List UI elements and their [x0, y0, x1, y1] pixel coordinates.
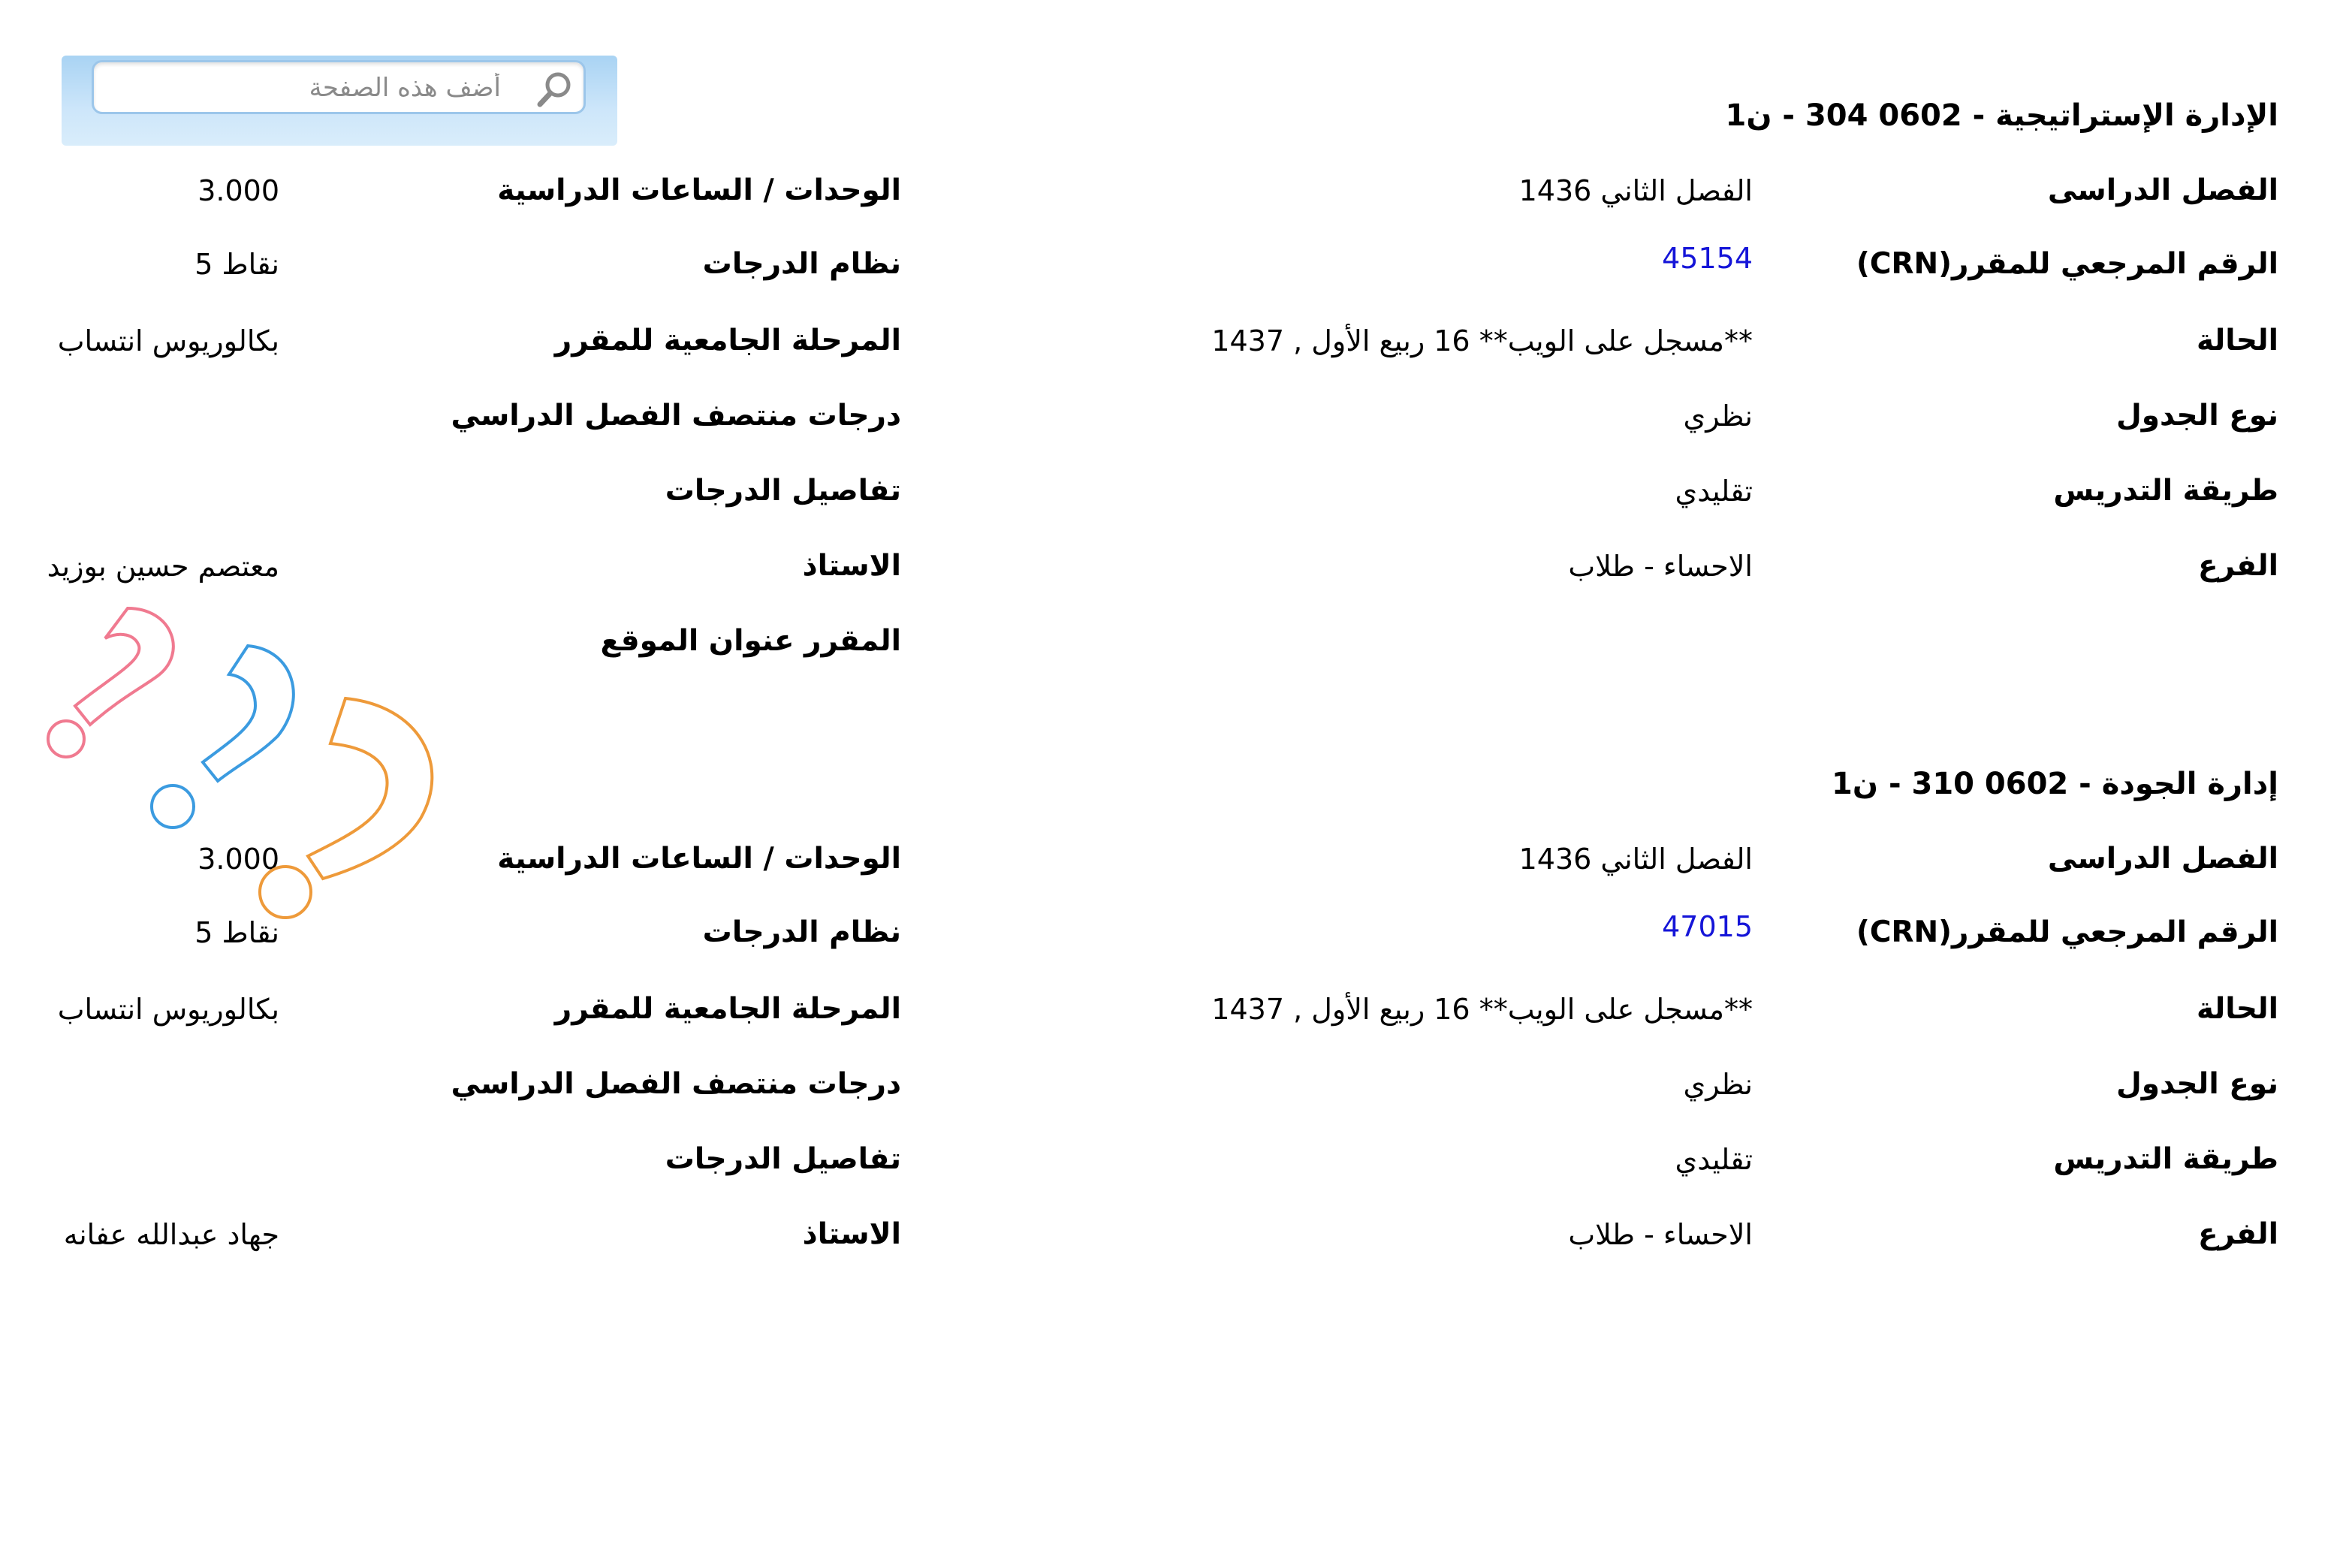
status-value: **مسجل على الويب** 16 ربيع الأول , 1437 [1211, 993, 1753, 1026]
units-value: 3.000 [198, 843, 279, 876]
course-site-label: المقرر عنوان الموقع [600, 624, 901, 658]
crn-link[interactable]: 47015 [1662, 910, 1753, 943]
instructor-label: الاستاذ [802, 549, 901, 583]
level-label: المرحلة الجامعية للمقرر [554, 324, 901, 357]
magnifier-icon[interactable] [532, 67, 577, 112]
grade-details-label: تفاصيل الدرجات [665, 1142, 901, 1176]
units-label: الوحدات / الساعات الدراسية [497, 842, 901, 876]
instructor-value: معتصم حسين بوزيد [47, 550, 279, 583]
grading-value: نقاط 5 [194, 916, 279, 949]
branch-label: الفرع [2198, 549, 2278, 583]
grade-details-label: تفاصيل الدرجات [665, 474, 901, 508]
semester-value: الفصل الثاني 1436 [1518, 843, 1753, 876]
status-value: **مسجل على الويب** 16 ربيع الأول , 1437 [1211, 324, 1753, 357]
crn-label: الرقم المرجعي للمقرر(CRN) [1856, 247, 2278, 281]
branch-value: الاحساء - طلاب [1568, 550, 1753, 583]
instructor-value: جهاد عبدالله عفانه [63, 1218, 279, 1251]
level-value: بكالوريوس انتساب [57, 324, 279, 357]
teaching-method-value: تقليدي [1675, 1143, 1753, 1176]
semester-label: الفصل الدراسى [2047, 842, 2278, 876]
grading-label: نظام الدرجات [702, 247, 901, 281]
schedule-value: نظري [1683, 1068, 1753, 1101]
schedule-label: نوع الجدول [2115, 399, 2278, 433]
course-row-branch [0, 544, 2352, 589]
course-row-method [0, 1137, 2352, 1182]
pink-question-mark-icon [48, 608, 173, 757]
semester-label: الفصل الدراسى [2047, 173, 2278, 207]
teaching-method-label: طريقة التدريس [2053, 1142, 2278, 1176]
crn-link[interactable]: 45154 [1662, 242, 1753, 275]
crn-label: الرقم المرجعي للمقرر(CRN) [1856, 915, 2278, 949]
question-marks-watermark [30, 593, 496, 939]
status-label: الحالة [2196, 992, 2278, 1026]
search-input[interactable] [109, 68, 502, 107]
teaching-method-value: تقليدي [1675, 475, 1753, 508]
add-page-search-widget [62, 56, 617, 146]
course-row-semester [0, 168, 2352, 213]
schedule-value: نظري [1683, 400, 1753, 433]
midterm-grades-label: درجات منتصف الفصل الدراسي [451, 399, 901, 433]
blue-question-mark-icon [152, 646, 294, 828]
course-row-crn [0, 242, 2352, 287]
units-label: الوحدات / الساعات الدراسية [497, 173, 901, 207]
midterm-grades-label: درجات منتصف الفصل الدراسي [451, 1067, 901, 1101]
grading-value: نقاط 5 [194, 248, 279, 281]
schedule-label: نوع الجدول [2115, 1067, 2278, 1101]
teaching-method-label: طريقة التدريس [2053, 474, 2278, 508]
course-row-status [0, 318, 2352, 363]
branch-value: الاحساء - طلاب [1568, 1218, 1753, 1251]
course-title: إدارة الجودة - 0602 310 - ن1 [1832, 767, 2278, 801]
orange-question-mark-icon [260, 698, 432, 918]
level-label: المرحلة الجامعية للمقرر [554, 992, 901, 1026]
search-box[interactable] [92, 60, 586, 114]
course-row-schedule [0, 394, 2352, 439]
course-row-schedule [0, 1062, 2352, 1107]
course-row-branch [0, 1212, 2352, 1257]
course-row-status [0, 987, 2352, 1032]
status-label: الحالة [2196, 324, 2278, 357]
course-row-method [0, 469, 2352, 514]
semester-value: الفصل الثاني 1436 [1518, 174, 1753, 207]
course-title: الإدارة الإستراتيجية - 0602 304 - ن1 [1725, 98, 2278, 133]
instructor-label: الاستاذ [802, 1217, 901, 1251]
grading-label: نظام الدرجات [702, 915, 901, 949]
branch-label: الفرع [2198, 1217, 2278, 1251]
units-value: 3.000 [198, 174, 279, 207]
level-value: بكالوريوس انتساب [57, 993, 279, 1026]
